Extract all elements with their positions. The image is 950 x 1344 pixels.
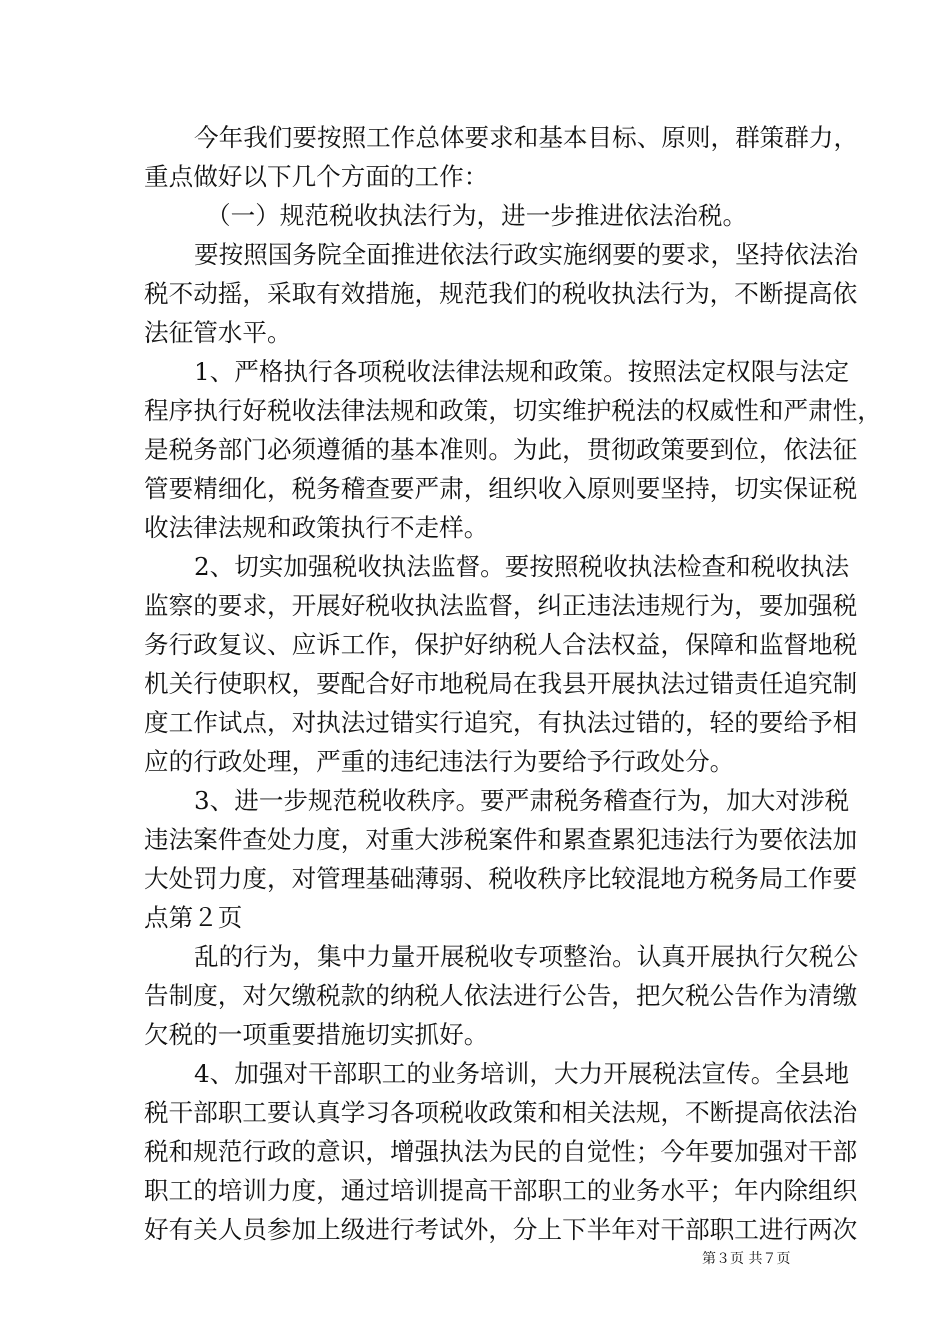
document-line: 务行政复议、应诉工作，保护好纳税人合法权益，保障和监督地税 [144, 630, 858, 659]
document-line: 欠税的一项重要措施切实抓好。 [144, 1020, 489, 1049]
document-line: 税干部职工要认真学习各项税收政策和相关法规，不断提高依法治 [144, 1098, 858, 1127]
document-line: 税不动摇，采取有效措施，规范我们的税收执法行为，不断提高依 [144, 279, 858, 308]
document-line: 2、切实加强税收执法监督。要按照税收执法检查和税收执法 [194, 552, 850, 581]
document-line: 监察的要求，开展好税收执法监督，纠正违法违规行为，要加强税 [144, 591, 858, 620]
document-line: 税和规范行政的意识，增强执法为民的自觉性；今年要加强对干部 [144, 1137, 858, 1166]
document-line: 今年我们要按照工作总体要求和基本目标、原则，群策群力， [194, 123, 859, 152]
document-line: 应的行政处理，严重的违纪违法行为要给予行政处分。 [144, 747, 735, 776]
document-line: 度工作试点，对执法过错实行追究，有执法过错的，轻的要给予相 [144, 708, 858, 737]
document-line: 1、严格执行各项税收法律法规和政策。按照法定权限与法定 [194, 357, 850, 386]
document-line: 要按照国务院全面推进依法行政实施纲要的要求，坚持依法治 [194, 240, 859, 269]
document-line: 法征管水平。 [144, 318, 292, 347]
document-line: 违法案件查处力度，对重大涉税案件和累查累犯违法行为要依法加 [144, 825, 858, 854]
document-line: 职工的培训力度，通过培训提高干部职工的业务水平；年内除组织 [144, 1176, 858, 1205]
document-line: 告制度，对欠缴税款的纳税人依法进行公告，把欠税公告作为清缴 [144, 981, 858, 1010]
document-line: 3、进一步规范税收秩序。要严肃税务稽查行为，加大对涉税 [194, 786, 850, 815]
document-line: 大处罚力度，对管理基础薄弱、税收秩序比较混地方税务局工作要 [144, 864, 858, 893]
document-line: 是税务部门必须遵循的基本准则。为此，贯彻政策要到位，依法征 [144, 435, 858, 464]
document-line: 点第２页 [144, 903, 243, 932]
document-line: 管要精细化，税务稽查要严肃，组织收入原则要坚持，切实保证税 [144, 474, 858, 503]
page-footer: 第３页 共７页 [702, 1251, 791, 1267]
document-line: 好有关人员参加上级进行考试外，分上下半年对干部职工进行两次 [144, 1215, 858, 1244]
document-line: 程序执行好税收法律法规和政策，切实维护税法的权威性和严肃性， [144, 396, 882, 425]
document-line: 4、加强对干部职工的业务培训，大力开展税法宣传。全县地 [194, 1059, 850, 1088]
document-line: 乱的行为，集中力量开展税收专项整治。认真开展执行欠税公 [194, 942, 859, 971]
document-line: （一）规范税收执法行为，进一步推进依法治税。 [206, 201, 748, 230]
document-line: 收法律法规和政策执行不走样。 [144, 513, 489, 542]
document-line: 重点做好以下几个方面的工作： [144, 162, 489, 191]
document-line: 机关行使职权，要配合好市地税局在我县开展执法过错责任追究制 [144, 669, 858, 698]
document-body [144, 118, 882, 1249]
